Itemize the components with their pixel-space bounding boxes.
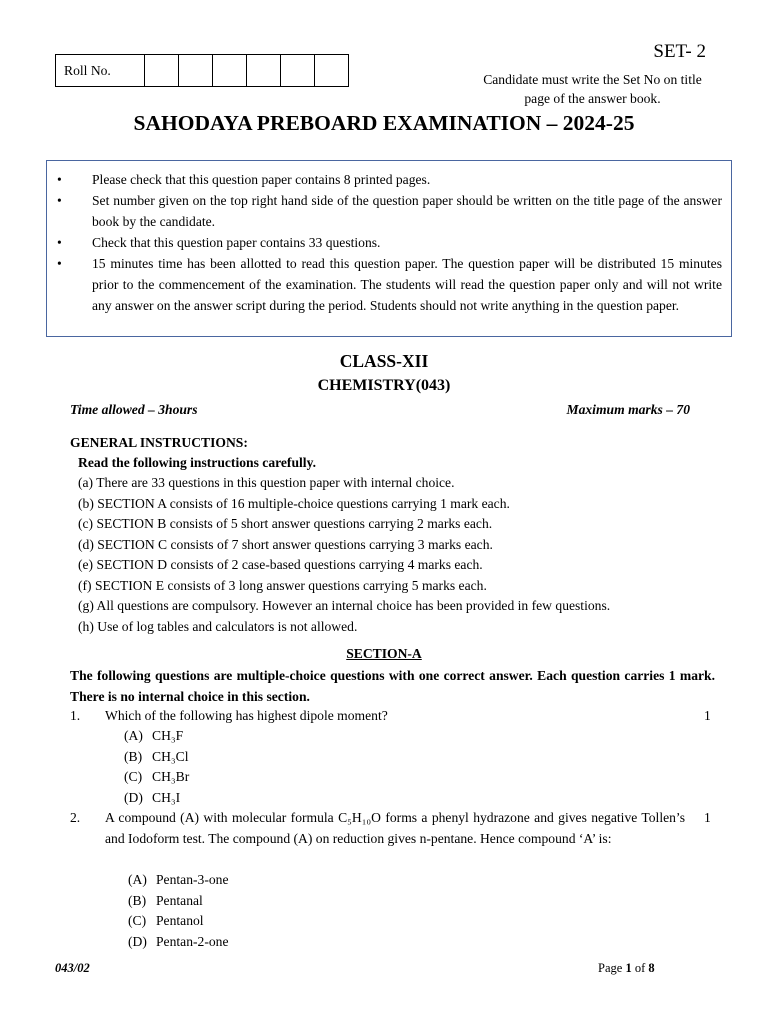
roll-number-label: Roll No.: [56, 55, 145, 86]
class-title: CLASS-XII: [339, 351, 429, 371]
notice-item: • Check that this question paper contains 33 questions.: [47, 232, 731, 253]
option-text: CH₃I: [152, 789, 181, 805]
bullet-icon: •: [57, 172, 62, 187]
roll-number-cell: [315, 55, 348, 86]
time-allowed: Time allowed – 3hours: [70, 402, 198, 417]
general-instructions-list: [78, 473, 610, 637]
option-text: Pentan-3-one: [156, 872, 229, 887]
subject-title: CHEMISTRY(043): [317, 377, 451, 394]
total-pages: 8: [648, 961, 655, 975]
option-label: (A): [124, 728, 143, 743]
question-marks: 1: [704, 810, 711, 825]
paper-code: 043/02: [55, 961, 90, 975]
roll-number-cell: [145, 55, 179, 86]
question-number: 2.: [70, 810, 81, 825]
option-label: (A): [128, 872, 147, 887]
notice-item: • Please check that this question paper contains 8 printed pages.: [47, 169, 731, 190]
notice-item: • 15 minutes time has been allotted to read this question paper. The question paper will be distributed 15 minutes prior to the commencement of the examination. The students will read the question paper only and will not write any answer on the answer script during the period. Students should not write anything in the question paper.: [47, 253, 731, 316]
option-text: CH₃Cl: [152, 748, 189, 764]
option-text: Pentanol: [156, 913, 204, 928]
roll-number-cell: [213, 55, 247, 86]
question-text: A compound (A) with molecular formula C₅H₁₀O forms a phenyl hydrazone and gives negative Tollen’s and Iodoform test. The compound (A) on reduction gives n-pentane. Hence compound ‘A’ is:: [105, 810, 685, 846]
general-instructions-subtitle: Read the following instructions carefully.: [78, 455, 317, 470]
current-page: 1: [625, 961, 632, 975]
question-number: 1.: [70, 708, 81, 723]
option-label: (D): [128, 933, 147, 949]
instruction-item: (d) SECTION C consists of 7 short answer questions carrying 3 marks each.: [78, 536, 493, 552]
section-a-description: The following questions are multiple-choice questions with one correct answer. Each question carries 1 mark. There is no internal choice in this section.: [70, 668, 715, 704]
page-number: Page 1 of 8: [598, 961, 655, 975]
question-options: [124, 726, 189, 808]
option-text: CH₃Br: [152, 769, 190, 784]
option-text: Pentanal: [156, 892, 203, 908]
option-item: [128, 911, 228, 932]
bullet-icon: •: [57, 256, 62, 271]
option-item: [124, 767, 189, 788]
option-item: [128, 870, 228, 891]
question-options: [128, 870, 228, 952]
roll-number-cell: [247, 55, 281, 86]
instruction-item: (f) SECTION E consists of 3 long answer questions carrying 5 marks each.: [78, 577, 487, 593]
instruction-item: (a) There are 33 questions in this question paper with internal choice.: [78, 475, 455, 490]
option-item: [128, 891, 228, 912]
option-label: (B): [124, 748, 143, 764]
roll-number-cell: [281, 55, 315, 86]
option-label: (B): [128, 892, 147, 908]
exam-title: SAHODAYA PREBOARD EXAMINATION – 2024-25: [133, 111, 635, 135]
option-item: [128, 932, 228, 953]
instruction-item: (b) SECTION A consists of 16 multiple-choice questions carrying 1 mark each.: [78, 495, 510, 511]
maximum-marks: Maximum marks – 70: [566, 402, 690, 417]
option-label: (D): [124, 789, 143, 805]
option-item: [124, 788, 189, 809]
option-item: [124, 726, 189, 747]
option-label: (C): [124, 769, 143, 784]
notice-box: [46, 160, 732, 337]
notice-item: • Set number given on the top right hand side of the question paper should be written on the title page of the answer book by the candidate.: [47, 190, 731, 232]
option-text: CH₃F: [152, 728, 184, 743]
instruction-item: (g) All questions are compulsory. However an internal choice has been provided in few questions.: [78, 598, 611, 613]
question-marks: 1: [704, 708, 711, 723]
roll-number-box: [55, 54, 349, 87]
roll-number-cell: [179, 55, 213, 86]
option-text: Pentan-2-one: [156, 933, 229, 949]
question-text: Which of the following has highest dipole moment?: [105, 708, 388, 723]
section-a-title: SECTION-A: [346, 646, 422, 661]
option-item: [124, 747, 189, 768]
bullet-icon: •: [57, 193, 62, 208]
instruction-item: (e) SECTION D consists of 2 case-based questions carrying 4 marks each.: [78, 557, 483, 572]
set-number: SET- 2: [653, 41, 706, 62]
general-instructions-title: GENERAL INSTRUCTIONS:: [70, 435, 248, 450]
set-number-note: Candidate must write the Set No on title page of the answer book.: [483, 72, 702, 106]
instruction-item: (h) Use of log tables and calculators is not allowed.: [78, 618, 358, 634]
bullet-icon: •: [57, 235, 62, 250]
instruction-item: (c) SECTION B consists of 5 short answer questions carrying 2 marks each.: [78, 516, 493, 531]
option-label: (C): [128, 913, 147, 928]
